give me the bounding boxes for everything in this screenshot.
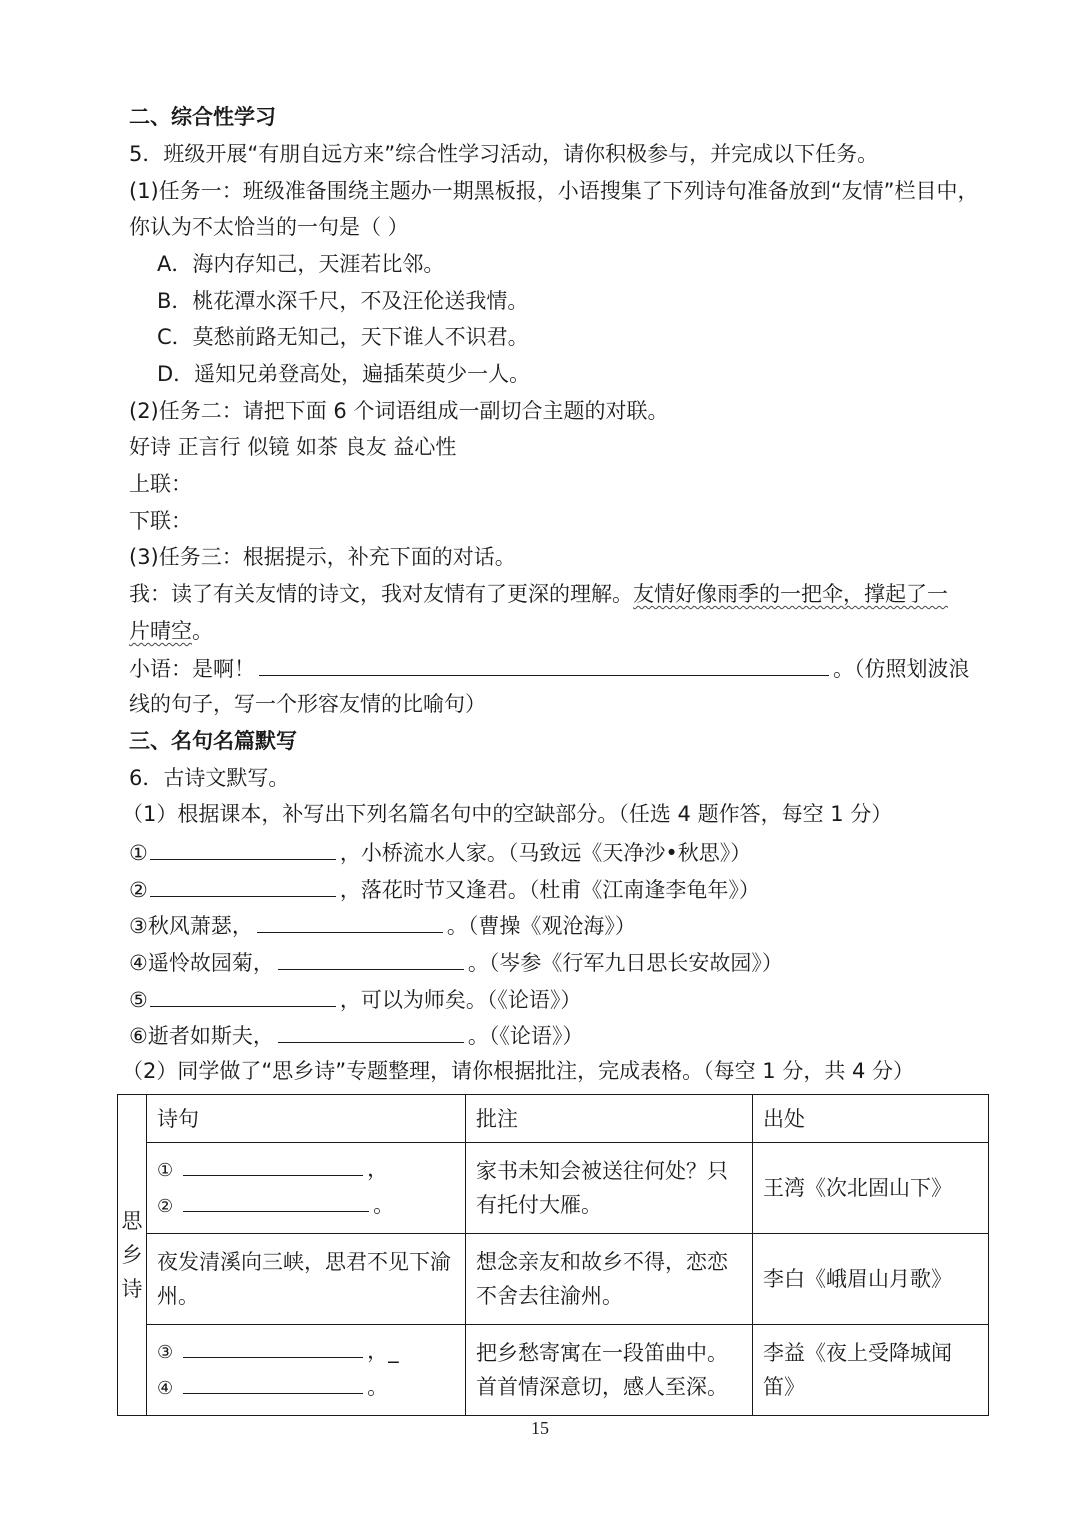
answer-blank[interactable]: [257, 910, 443, 933]
recitation-item-4: [129, 947, 783, 977]
punctuation: ，: [367, 1157, 389, 1181]
item-number: ④: [129, 951, 148, 975]
row1-source: 王湾《次北固山下》: [753, 1143, 989, 1234]
option-d: D．遥知兄弟登高处，遍插茱萸少一人。: [157, 362, 531, 386]
answer-blank[interactable]: [150, 984, 336, 1007]
item-number: ③: [129, 914, 148, 938]
item-text-before: 逝者如斯夫，: [147, 1024, 274, 1048]
row3-poem-blanks: [147, 1325, 466, 1416]
punctuation: 。: [367, 1375, 389, 1399]
item-text-before: 秋风萧瑟，: [147, 914, 253, 938]
item-text-after: 。（曹操《观沧海》）: [446, 914, 636, 938]
row2-poem: 夜发清溪向三峡，思君不见下渝州。: [147, 1234, 466, 1325]
recitation-item-6: [129, 1020, 583, 1050]
answer-blank-xiaoyu[interactable]: [259, 653, 829, 676]
wavy-sentence-part2: 片晴空: [129, 619, 192, 643]
answer-blank[interactable]: [278, 947, 464, 970]
wavy-sentence-part1: 友情好像雨季的一把伞，撑起了一: [633, 582, 948, 606]
option-c: C．莫愁前路无知己，天下谁人不识君。: [157, 325, 529, 349]
dialogue-xiaoyu-prefix: 小语：是啊！: [129, 657, 255, 681]
answer-blank[interactable]: [150, 837, 336, 860]
side-char: 思: [121, 1209, 143, 1233]
answer-blank[interactable]: [183, 1189, 369, 1212]
punctuation: 。: [373, 1193, 395, 1217]
blank-number: ①: [157, 1160, 174, 1181]
header-note: 批注: [466, 1095, 753, 1143]
item-number: ⑥: [129, 1024, 148, 1048]
question-5-intro: 5．班级开展“有朋自远方来”综合性学习活动，请你积极参与，并完成以下任务。: [129, 142, 879, 166]
row3-source: 李益《夜上受降城闻笛》: [753, 1325, 989, 1416]
section-heading-2: 二、综合性学习: [129, 105, 276, 129]
task3: (3)任务三：根据提示，补充下面的对话。: [129, 545, 516, 569]
task1-line2: 你认为不太恰当的一句是（ ）: [129, 215, 409, 239]
row1-poem-blanks: [147, 1143, 466, 1234]
answer-blank[interactable]: [278, 1020, 464, 1043]
part-2-instructions: （2）同学做了“思乡诗”专题整理，请你根据批注，完成表格。（每空 1 分，共 4 分）: [122, 1059, 915, 1083]
homesick-poem-table: [117, 1094, 989, 1416]
dialogue-me-line2: [129, 617, 213, 645]
page-number: 15: [531, 1418, 549, 1438]
option-b: B．桃花潭水深千尺，不及汪伦送我情。: [157, 289, 529, 313]
blank-number: ②: [157, 1196, 174, 1217]
item-text-after: 。（《论语》）: [467, 1024, 584, 1048]
recitation-item-2: [129, 874, 760, 904]
recitation-item-5: [129, 984, 581, 1014]
dialogue-me-prefix: 我：读了有关友情的诗文，我对友情有了更深的理解。: [129, 582, 633, 606]
item-number: ⑤: [129, 988, 148, 1012]
upper-couplet-label: 上联：: [129, 472, 192, 496]
recitation-item-3: [129, 910, 636, 940]
punctuation: ，_: [367, 1339, 399, 1363]
item-number: ①: [129, 841, 148, 865]
dialogue-xiaoyu-line1: [129, 653, 970, 683]
item-text-after: ，小桥流水人家。（马致远《天净沙•秋思》）: [339, 841, 752, 865]
task2: (2)任务二：请把下面 6 个词语组成一副切合主题的对联。: [129, 399, 669, 423]
blank-number: ③: [157, 1342, 174, 1363]
item-text-before: 遥怜故园菊，: [147, 951, 274, 975]
row3-note: 把乡愁寄寓在一段笛曲中。首首情深意切，感人至深。: [466, 1325, 753, 1416]
item-text-after: 。（岑参《行军九日思长安故园》）: [467, 951, 783, 975]
option-a: A．海内存知己，天涯若比邻。: [157, 252, 445, 276]
header-source: 出处: [753, 1095, 989, 1143]
answer-blank[interactable]: [150, 874, 336, 897]
row1-note: 家书未知会被送往何处？只有托付大雁。: [466, 1143, 753, 1234]
item-number: ②: [129, 878, 148, 902]
side-label-homesick-poems: [118, 1095, 147, 1416]
item-text-after: ，可以为师矣。（《论语》）: [339, 988, 582, 1012]
blank-number: ④: [157, 1378, 174, 1399]
answer-blank[interactable]: [183, 1371, 363, 1394]
dialogue-me-line1: [129, 580, 948, 608]
section-heading-3: 三、名句名篇默写: [129, 729, 297, 753]
dialogue-xiaoyu-line2: 线的句子，写一个形容友情的比喻句）: [129, 692, 486, 716]
answer-blank[interactable]: [183, 1153, 363, 1176]
header-poem: 诗句: [147, 1095, 466, 1143]
part-1-instructions: （1）根据课本，补写出下列名篇名句中的空缺部分。（任选 4 题作答，每空 1 分）: [122, 802, 893, 826]
task1-line1: (1)任务一：班级准备围绕主题办一期黑板报，小语搜集了下列诗句准备放到“友情”栏目中，: [129, 179, 979, 203]
recitation-item-1: [129, 837, 751, 867]
word-list: 好诗 正言行 似镜 如茶 良友 益心性: [129, 435, 457, 459]
side-char: 诗: [121, 1277, 143, 1301]
answer-blank[interactable]: [183, 1335, 363, 1358]
question-6: 6．古诗文默写。: [129, 766, 290, 790]
row2-note: 想念亲友和故乡不得，恋恋不舍去往渝州。: [466, 1234, 753, 1325]
item-text-after: ，落花时节又逢君。（杜甫《江南逢李龟年》）: [339, 878, 760, 902]
row2-source: 李白《峨眉山月歌》: [753, 1234, 989, 1325]
side-char: 乡: [121, 1243, 143, 1267]
dialogue-me-end: 。: [192, 619, 213, 643]
lower-couplet-label: 下联：: [129, 509, 192, 533]
dialogue-xiaoyu-suffix: 。（仿照划波浪: [833, 657, 970, 681]
